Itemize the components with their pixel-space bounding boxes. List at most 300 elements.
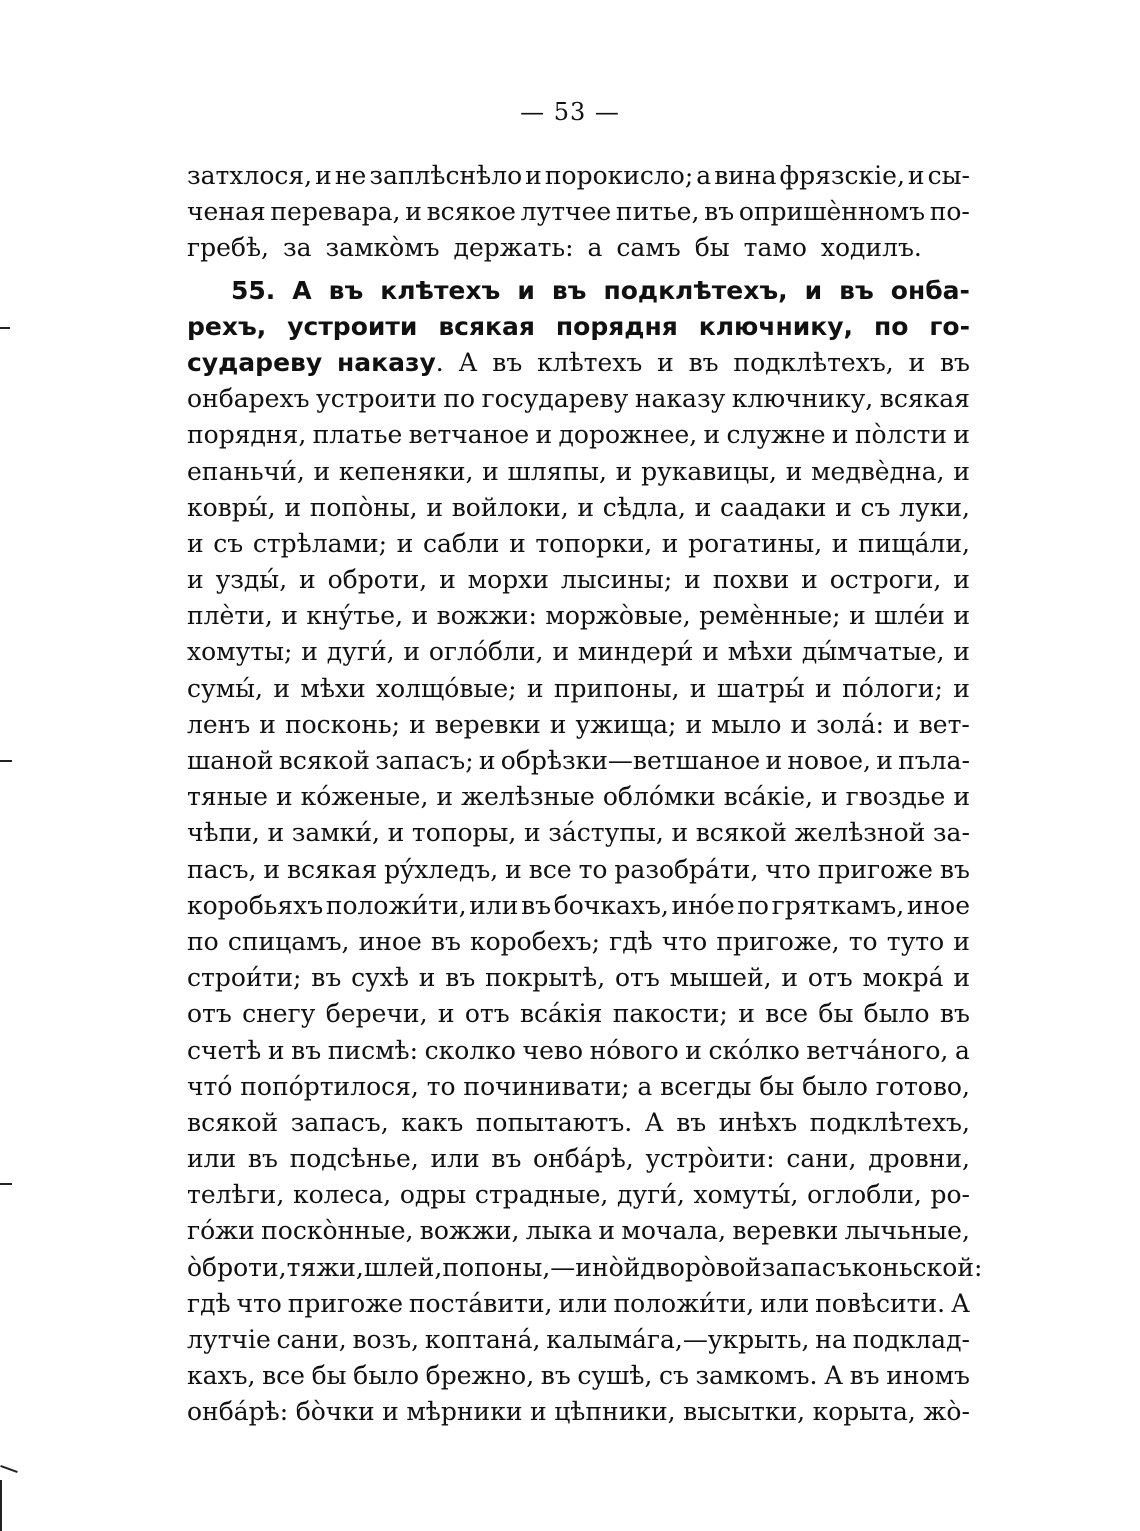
word: сы- — [927, 161, 970, 190]
word: и — [281, 601, 298, 631]
word: и — [267, 1035, 285, 1065]
word: оброти, — [327, 565, 428, 595]
word: сѣдла, — [602, 492, 686, 522]
word: обрѣзки—ветшаное — [500, 746, 761, 775]
word: бочкахъ, — [553, 890, 669, 920]
word: сушѣ, — [577, 1361, 653, 1391]
word: ковры́, — [187, 492, 276, 522]
word: по — [443, 384, 476, 414]
word: оглобли, — [807, 1180, 922, 1210]
word: кнýтье, — [306, 601, 404, 631]
word: съ — [658, 1361, 689, 1391]
word: пъла- — [898, 746, 970, 775]
word: по — [873, 311, 909, 341]
word: все — [262, 1361, 305, 1391]
word: иное — [358, 926, 422, 956]
word: въ — [688, 347, 719, 377]
word: и — [418, 963, 436, 993]
word: колеса, — [292, 1180, 392, 1210]
word: плѐти, — [187, 601, 273, 631]
word: и — [275, 782, 293, 812]
word: А — [458, 347, 478, 377]
word: все — [528, 854, 572, 884]
word: и — [517, 275, 535, 305]
word: онба- — [890, 275, 970, 305]
word: припоны, — [553, 673, 680, 703]
text-line — [187, 273, 970, 309]
word: всякая — [879, 384, 970, 414]
word: порокисло; — [544, 161, 694, 190]
word: телѣги, — [187, 1180, 285, 1210]
word: и — [437, 999, 455, 1029]
word: мокрá — [862, 963, 944, 993]
word: съ — [860, 492, 891, 522]
word: то — [848, 926, 878, 956]
word: коньской: — [851, 1252, 983, 1282]
word: и — [953, 963, 970, 993]
word: а — [587, 233, 603, 263]
text-line — [187, 815, 970, 851]
word: иномъ — [886, 1361, 970, 1391]
word: и — [615, 456, 633, 486]
word: ветчаное — [408, 420, 530, 450]
word: или — [760, 1288, 810, 1318]
word: похви — [712, 565, 790, 595]
word: по — [737, 890, 769, 920]
word: хомуты; — [187, 637, 293, 667]
word: подклад- — [852, 1325, 970, 1354]
word: нóвого — [589, 1035, 679, 1065]
word: и — [577, 492, 595, 522]
word: чтó — [187, 1071, 233, 1101]
word: фрязскіе, — [779, 161, 905, 190]
word: и — [876, 746, 893, 775]
word: бы — [818, 999, 854, 1029]
word: дуги́, — [326, 637, 395, 667]
word: ченая — [187, 197, 266, 227]
word: въ — [328, 275, 364, 305]
word: всáкія — [519, 999, 603, 1029]
word: готово, — [875, 1071, 970, 1101]
text-line — [187, 562, 970, 598]
word: остроги, — [829, 565, 942, 595]
word: и — [694, 492, 712, 522]
word: и — [953, 926, 970, 956]
word: и — [702, 637, 719, 667]
word: и — [765, 746, 783, 775]
word: моржòвые, — [545, 601, 691, 631]
word: самъ — [616, 233, 681, 263]
word: поскòнные, — [261, 1216, 414, 1246]
text-line — [187, 490, 970, 526]
word: не — [334, 161, 367, 190]
word: питье, — [615, 197, 700, 227]
word: и — [801, 565, 818, 595]
word: облóмки — [602, 782, 716, 812]
word: го- — [929, 311, 970, 341]
word: порядня — [555, 311, 678, 341]
word: А — [292, 275, 312, 305]
word: всякая — [438, 311, 535, 341]
word: и — [273, 673, 291, 703]
word: запасъ, — [290, 1107, 389, 1137]
word: подклѣтехъ, — [809, 1107, 970, 1137]
text-line — [187, 707, 970, 743]
word: бы — [694, 233, 730, 263]
word: ключнику, — [731, 384, 874, 414]
word: замки́, — [291, 818, 381, 848]
word: подсѣнье, — [289, 1144, 419, 1174]
text-line — [187, 996, 970, 1032]
word: беречи, — [325, 999, 428, 1029]
word: писмѣ: — [327, 1035, 419, 1065]
word: и — [908, 347, 926, 377]
word: и — [315, 161, 332, 190]
word: счетѣ — [187, 1035, 262, 1065]
word: и — [525, 161, 542, 190]
word: по — [187, 926, 219, 956]
word: въ — [521, 890, 552, 920]
word: и — [790, 709, 808, 739]
scan-edge-mark — [0, 1465, 18, 1473]
word: порядня, — [187, 420, 307, 450]
word: по- — [929, 197, 970, 227]
word: и — [738, 999, 755, 1029]
word: и — [187, 565, 204, 595]
word: и — [478, 746, 496, 775]
text-line — [187, 598, 970, 634]
word: спицамъ, — [227, 926, 350, 956]
word: въ — [939, 347, 970, 377]
text-line — [187, 924, 970, 960]
word: а — [637, 1071, 653, 1101]
word: ро- — [930, 1180, 970, 1210]
word: и — [684, 565, 701, 595]
text-line — [187, 194, 970, 230]
word: веревки — [434, 709, 541, 739]
word: и — [382, 1397, 399, 1427]
text-line — [187, 1322, 970, 1358]
word: и — [893, 709, 910, 739]
word: въ — [939, 854, 970, 884]
word: постáвити, — [408, 1288, 553, 1318]
word: пригоже, — [716, 926, 840, 956]
word: и — [661, 528, 679, 558]
word: подклѣтехъ, — [733, 347, 894, 377]
word: и — [411, 601, 429, 631]
word: было — [353, 1361, 420, 1391]
word: ходилъ. — [820, 233, 922, 263]
word: запасъ; — [375, 746, 474, 775]
word: судареву — [187, 347, 323, 377]
word: и — [835, 492, 852, 522]
text-line — [187, 1033, 970, 1069]
word: подклѣтехъ, — [603, 275, 788, 305]
word: вожжи, — [419, 1216, 520, 1246]
text-line — [187, 779, 970, 815]
word: дворòвой — [640, 1252, 762, 1282]
scan-edge-mark — [0, 1480, 2, 1531]
word: и — [535, 420, 553, 450]
word: отъ — [187, 999, 232, 1029]
word: и — [804, 275, 823, 305]
text-line — [187, 1394, 970, 1430]
word: замкòмъ — [325, 233, 440, 263]
word: луки, — [899, 492, 970, 522]
word: саадаки — [720, 492, 827, 522]
word: бòчки — [295, 1397, 375, 1427]
word: калымáга,—укрыть, — [546, 1325, 810, 1354]
word: пóлоги; — [842, 673, 943, 703]
word: и — [781, 963, 799, 993]
text-line — [187, 634, 970, 670]
word: и — [436, 782, 454, 812]
text-line — [187, 852, 970, 888]
word: и — [907, 161, 925, 190]
text-line — [187, 1069, 970, 1105]
text-line — [187, 1177, 970, 1213]
word: мыло — [711, 709, 782, 739]
word: гóжи — [187, 1216, 255, 1246]
word: какъ — [401, 1107, 464, 1137]
word: въ — [247, 1144, 278, 1174]
body-text — [187, 158, 983, 1431]
word: золá: — [816, 709, 885, 739]
word: въ — [492, 347, 523, 377]
word: запасъ — [761, 1252, 852, 1282]
word: дорожнее, — [558, 420, 698, 450]
word: оглóбли, — [428, 637, 544, 667]
word: замкомъ. — [695, 1361, 818, 1391]
word: клѣтехъ — [380, 275, 501, 305]
word: войлоки, — [451, 492, 569, 522]
word: шлей, — [363, 1252, 443, 1282]
word: и — [953, 601, 970, 631]
word: было — [863, 999, 930, 1029]
word: гряткамъ, — [771, 890, 905, 920]
text-line — [187, 743, 970, 779]
word: и — [953, 456, 970, 486]
word: и — [849, 601, 866, 631]
word: топорки, — [535, 528, 653, 558]
text-line — [187, 417, 970, 453]
word: платье — [312, 420, 403, 450]
word: и — [313, 456, 331, 486]
word: и — [953, 637, 970, 667]
word: холщóвые; — [376, 673, 517, 703]
text-line — [187, 454, 970, 490]
word: сухѣ — [351, 963, 409, 993]
word: всáкіе, — [723, 782, 813, 812]
word: въ — [445, 963, 476, 993]
page-number: — 53 — — [520, 98, 620, 126]
word: все — [765, 999, 809, 1029]
word: шаной — [187, 746, 274, 775]
word: устрòити: — [645, 1144, 775, 1174]
word: узды́, — [215, 565, 288, 595]
word: и — [689, 673, 707, 703]
text-line — [187, 345, 970, 381]
word: или — [558, 1288, 608, 1318]
word: туто — [886, 926, 945, 956]
word: рехъ, — [187, 311, 267, 341]
word: 55. — [231, 275, 276, 305]
word: рýхледъ, — [384, 854, 499, 884]
word: и — [409, 709, 426, 739]
word: и — [815, 673, 832, 703]
word: было — [802, 1071, 868, 1101]
word: мѣрники — [406, 1397, 523, 1427]
word: строи́ти; — [187, 963, 302, 993]
word: инóе — [671, 890, 735, 920]
word: медвѐдна, — [811, 456, 945, 486]
word: и — [953, 782, 970, 812]
word: въ — [540, 1361, 571, 1391]
text-line — [187, 671, 970, 707]
word: и — [526, 673, 544, 703]
word: пòлсти — [854, 420, 947, 450]
word: вожжи: — [436, 601, 537, 631]
word: хомуты́, — [693, 1180, 799, 1210]
word: что — [765, 854, 811, 884]
word: и — [552, 637, 569, 667]
scan-edge-mark — [0, 760, 12, 762]
word: и — [953, 673, 970, 703]
word: ужища; — [575, 709, 677, 739]
word: или — [469, 890, 519, 920]
word: и — [482, 456, 499, 486]
word: и — [259, 709, 276, 739]
scan-edge-mark — [0, 327, 10, 329]
word: всегды — [660, 1071, 752, 1101]
word: и — [530, 1397, 547, 1427]
word: въ — [849, 1361, 880, 1391]
word: сани, — [276, 1325, 347, 1354]
word: клѣтехъ — [537, 347, 643, 377]
word: и — [505, 854, 522, 884]
word: положи́ти, — [613, 1288, 755, 1318]
word: онбáрѣ, — [533, 1144, 634, 1174]
word: а — [955, 1035, 970, 1065]
word: иное — [906, 890, 970, 920]
word: и — [831, 528, 849, 558]
text-line — [187, 1213, 970, 1249]
word: лычьные, — [844, 1216, 970, 1246]
word: или — [187, 1144, 237, 1174]
word: покрытѣ, — [485, 963, 606, 993]
word: всякой — [187, 1107, 279, 1137]
word: сколко — [424, 1035, 516, 1065]
word: служне — [726, 420, 826, 450]
word: съ — [213, 528, 244, 558]
text-line — [187, 1358, 970, 1394]
word: шляпы, — [507, 456, 607, 486]
word: пищáли, — [858, 528, 970, 558]
word: лыка — [525, 1216, 593, 1246]
word: въ — [676, 1107, 707, 1137]
word: и — [301, 637, 318, 667]
word: что — [661, 926, 708, 956]
word: ключнику, — [698, 311, 854, 341]
word: мѣхи — [300, 673, 366, 703]
text-line — [187, 1250, 983, 1286]
word: устроити — [316, 384, 437, 414]
word: новое, — [787, 746, 871, 775]
word: и — [403, 637, 421, 667]
word: и — [671, 818, 689, 848]
text-line — [187, 381, 970, 417]
word: за — [282, 233, 312, 263]
word: или — [430, 1144, 480, 1174]
word: въ — [491, 1144, 522, 1174]
word: на — [815, 1325, 847, 1354]
word: онбáрѣ: — [187, 1397, 289, 1427]
word: попоны,—инòй — [442, 1252, 641, 1282]
word: тяжи, — [286, 1252, 364, 1282]
word: лутчіе — [187, 1325, 271, 1354]
word: кóженые, — [300, 782, 429, 812]
word: чево — [522, 1035, 583, 1065]
word: снегу — [242, 999, 316, 1029]
word: ветчáного, — [806, 1035, 949, 1065]
word: морхи — [467, 565, 549, 595]
word: наказу — [634, 384, 726, 414]
word: и — [439, 565, 456, 595]
word: и — [685, 1035, 702, 1065]
word: стрѣлами; — [252, 528, 388, 558]
word: пасъ, — [187, 854, 257, 884]
text-line — [187, 526, 970, 562]
word: то — [426, 1071, 456, 1101]
word: посконь; — [284, 709, 401, 739]
word: ленъ — [187, 709, 251, 739]
word: устроити — [287, 311, 418, 341]
word: и — [509, 528, 526, 558]
word: брежно, — [425, 1361, 535, 1391]
text-line — [187, 888, 970, 924]
word: лутчее — [520, 197, 612, 227]
word: всякой — [278, 746, 370, 775]
text-line — [187, 1105, 970, 1141]
word: въ — [939, 999, 970, 1029]
word: желѣзной — [794, 818, 926, 848]
word: въ — [430, 926, 461, 956]
word: кахъ, — [187, 1361, 256, 1391]
word: А — [824, 1361, 843, 1391]
word: сумы́, — [187, 673, 264, 703]
word: всякая — [286, 854, 378, 884]
word: всякое — [426, 197, 516, 227]
word: топоры, — [411, 818, 517, 848]
word: пригоже — [817, 854, 933, 884]
word: кепеняки, — [338, 456, 474, 486]
word: то — [578, 854, 608, 884]
word: и — [785, 456, 803, 486]
word: въ — [311, 963, 342, 993]
word: зáступы, — [548, 818, 664, 848]
word: коробехъ; — [469, 926, 600, 956]
word: отъ — [464, 999, 510, 1029]
text-line — [187, 960, 970, 996]
word: одры — [399, 1180, 467, 1210]
word: починивати; — [463, 1071, 630, 1101]
word: и — [396, 528, 414, 558]
word: коптанá, — [424, 1325, 541, 1354]
word: отъ — [614, 963, 660, 993]
word: и — [426, 492, 443, 522]
word: и — [284, 492, 301, 522]
word: инѣхъ — [718, 1107, 798, 1137]
